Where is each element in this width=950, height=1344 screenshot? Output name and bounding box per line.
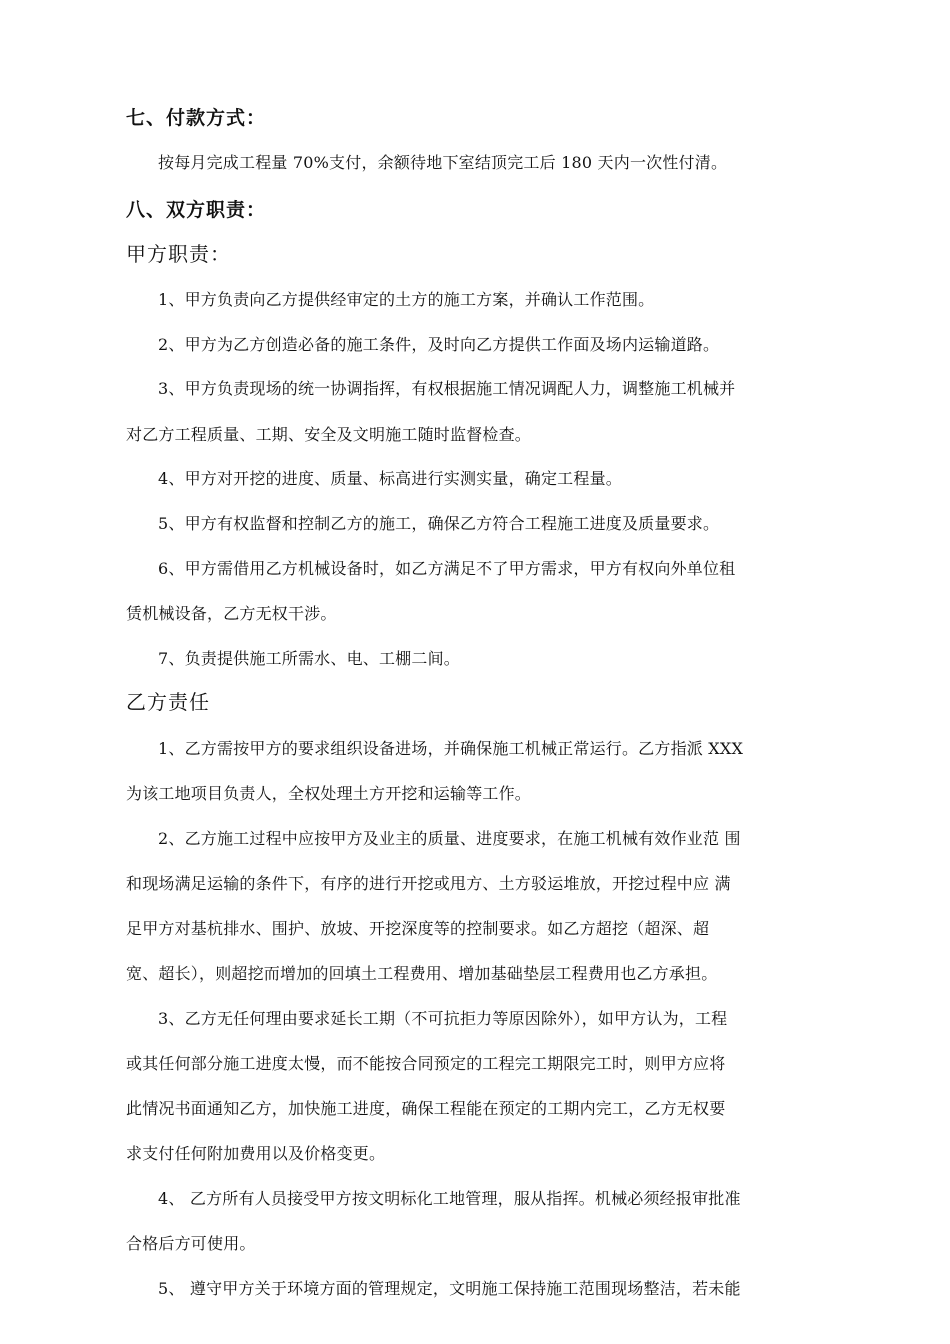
party-a-item-4: 4、甲方对开挖的进度、质量、标高进行实测实量，确定工程量。 bbox=[158, 469, 622, 488]
party-b-item-3: 3、乙方无任何理由要求延长工期（不可抗拒力等原因除外），如甲方认为，工程 bbox=[158, 1009, 728, 1028]
party-a-item-2: 2、甲方为乙方创造必备的施工条件，及时向乙方提供工作面及场内运输道路。 bbox=[158, 335, 720, 354]
party-b-item-1: 1、乙方需按甲方的要求组织设备进场，并确保施工机械正常运行。乙方指派 XXX bbox=[158, 739, 744, 758]
party-b-item-2: 2、乙方施工过程中应按甲方及业主的质量、进度要求，在施工机械有效作业范 围 bbox=[158, 829, 741, 848]
party-b-item-3-cont-2: 此情况书面通知乙方，加快施工进度，确保工程能在预定的工期内完工，乙方无权要 bbox=[126, 1099, 726, 1118]
party-a-item-1: 1、甲方负责向乙方提供经审定的土方的施工方案，并确认工作范围。 bbox=[158, 290, 655, 309]
party-a-item-6: 6、甲方需借用乙方机械设备时，如乙方满足不了甲方需求，甲方有权向外单位租 bbox=[158, 559, 736, 578]
party-b-item-5: 5、 遵守甲方关于环境方面的管理规定，文明施工保持施工范围现场整洁，若未能 bbox=[158, 1279, 741, 1298]
section-8-heading: 八、双方职责： bbox=[126, 199, 267, 221]
party-a-item-7: 7、负责提供施工所需水、电、工棚二间。 bbox=[158, 649, 460, 668]
party-b-item-4-cont: 合格后方可使用。 bbox=[126, 1234, 256, 1253]
section-7-heading: 七、付款方式： bbox=[126, 107, 267, 129]
party-a-item-5: 5、甲方有权监督和控制乙方的施工，确保乙方符合工程施工进度及质量要求。 bbox=[158, 514, 720, 533]
party-b-item-2-cont-3: 宽、超长），则超挖而增加的回填土工程费用、增加基础垫层工程费用也乙方承担。 bbox=[126, 964, 718, 983]
party-a-title: 甲方职责： bbox=[126, 242, 231, 266]
party-b-item-3-cont-1: 或其任何部分施工进度太慢，而不能按合同预定的工程完工期限完工时，则甲方应将 bbox=[126, 1054, 726, 1073]
party-b-item-4: 4、 乙方所有人员接受甲方按文明标化工地管理，服从指挥。机械必须经报审批准 bbox=[158, 1189, 741, 1208]
party-b-item-2-cont-1: 和现场满足运输的条件下，有序的进行开挖或甩方、土方驳运堆放，开挖过程中应 满 bbox=[126, 874, 731, 893]
party-b-item-2-cont-2: 足甲方对基杭排水、围护、放坡、开挖深度等的控制要求。如乙方超挖（超深、超 bbox=[126, 919, 710, 938]
party-b-item-1-cont: 为该工地项目负责人，全权处理土方开挖和运输等工作。 bbox=[126, 784, 532, 803]
section-7-body: 按每月完成工程量 70%支付，余额待地下室结顶完工后 180 天内一次性付清。 bbox=[158, 153, 728, 172]
party-b-item-3-cont-3: 求支付任何附加费用以及价格变更。 bbox=[126, 1144, 386, 1163]
party-b-title: 乙方责任 bbox=[126, 690, 210, 714]
party-a-item-6-cont: 赁机械设备，乙方无权干涉。 bbox=[126, 604, 337, 623]
party-a-item-3: 3、甲方负责现场的统一协调指挥，有权根据施工情况调配人力，调整施工机械并 bbox=[158, 379, 736, 398]
party-a-item-3-cont: 对乙方工程质量、工期、安全及文明施工随时监督检查。 bbox=[126, 425, 532, 444]
